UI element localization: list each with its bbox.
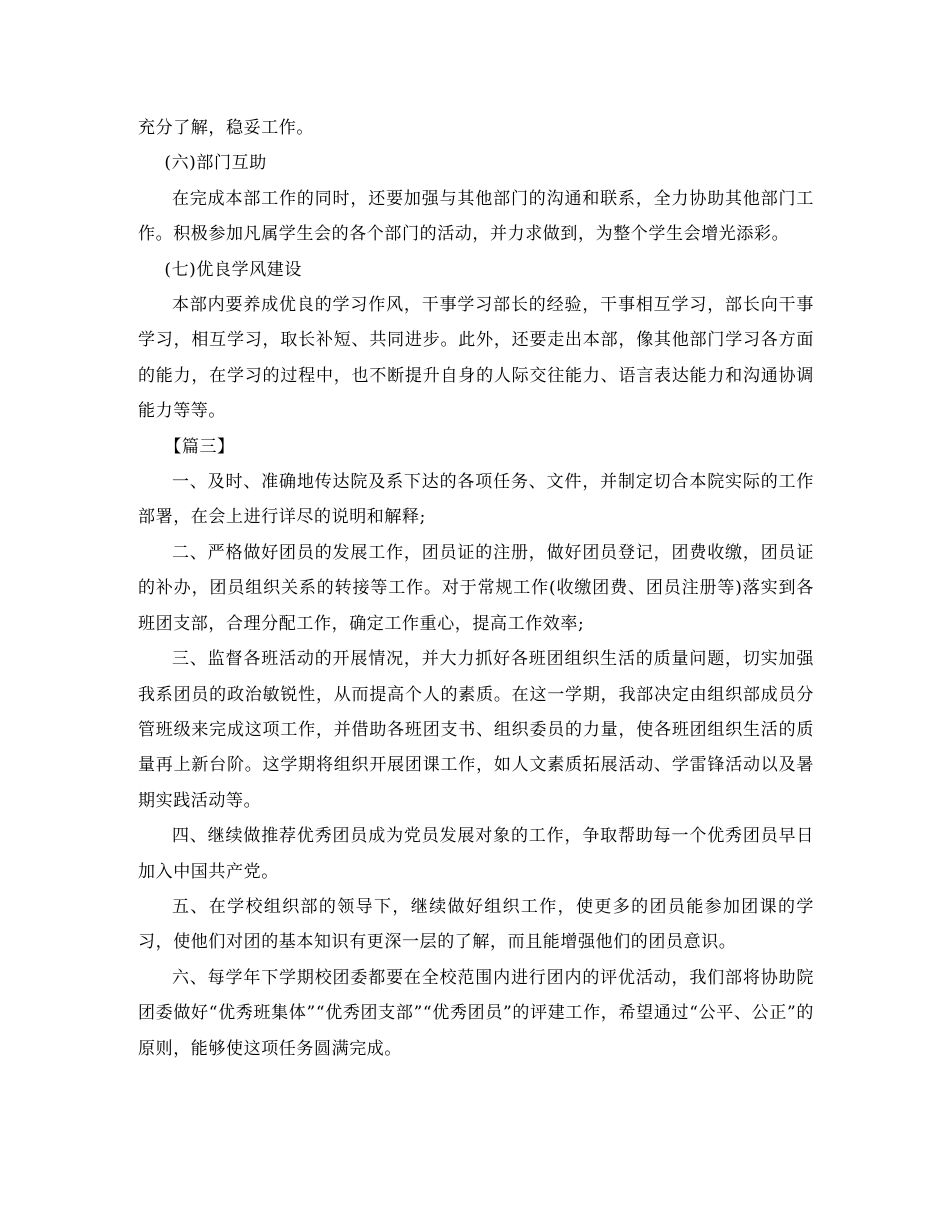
- section-heading-study-style: (七)优良学风建设: [164, 259, 303, 280]
- document-body: [138, 111, 814, 1067]
- paragraph: 本部内要养成优良的学习作风，干事学习部长的经验，干事相互学习，部长向干事学习，相互学习，取长补短、共同进步。此外，还要走出本部，像其他部门学习各方面的能力，在学习的过程中，也不断提升自身的人际交往能力、语言表达能力和沟通协调能力等等。: [138, 295, 814, 422]
- list-item: 六、每学年下学期校团委都要在全校范围内进行团内的评优活动，我们部将协助院团委做好“优秀班集体”“优秀团支部”“优秀团员”的评建工作，希望通过“公平、公正”的原则，能够使这项任务圆满完成。: [138, 967, 814, 1059]
- section-heading-mutual-assistance: (六)部门互助: [164, 153, 267, 174]
- section-heading-part-three: 【篇三】: [164, 436, 235, 457]
- list-item: 五、在学校组织部的领导下，继续做好组织工作，使更多的团员能参加团课的学习，使他们对团的基本知识有更深一层的了解，而且能增强他们的团员意识。: [138, 896, 814, 953]
- list-item: 四、继续做推荐优秀团员成为党员发展对象的工作，争取帮助每一个优秀团员早日加入中国共产党。: [138, 826, 814, 882]
- paragraph: 在完成本部工作的同时，还要加强与其他部门的沟通和联系，全力协助其他部门工作。积极参加凡属学生会的各个部门的活动，并力求做到，为整个学生会增光添彩。: [138, 188, 814, 245]
- list-item: 一、及时、准确地传达院及系下达的各项任务、文件，并制定切合本院实际的工作部署，在会上进行详尽的说明和解释;: [138, 472, 814, 528]
- paragraph-continuation: 充分了解，稳妥工作。: [138, 118, 314, 138]
- list-item: 三、监督各班活动的开展情况，并大力抓好各班团组织生活的质量问题，切实加强我系团员的政治敏锐性，从而提高个人的素质。在这一学期，我部决定由组织部成员分管班级来完成这项工作，并借助各班团支书、组织委员的力量，使各班团组织生活的质量再上新台阶。这学期将组织开展团课工作，如人文素质拓展活动、学雷锋活动以及暑期实践活动等。: [138, 649, 814, 811]
- list-item: 二、严格做好团员的发展工作，团员证的注册，做好团员登记，团费收缴，团员证的补办，团员组织关系的转接等工作。对于常规工作(收缴团费、团员注册等)落实到各班团支部，合理分配工作，确定工作重心，提高工作效率;: [138, 542, 814, 634]
